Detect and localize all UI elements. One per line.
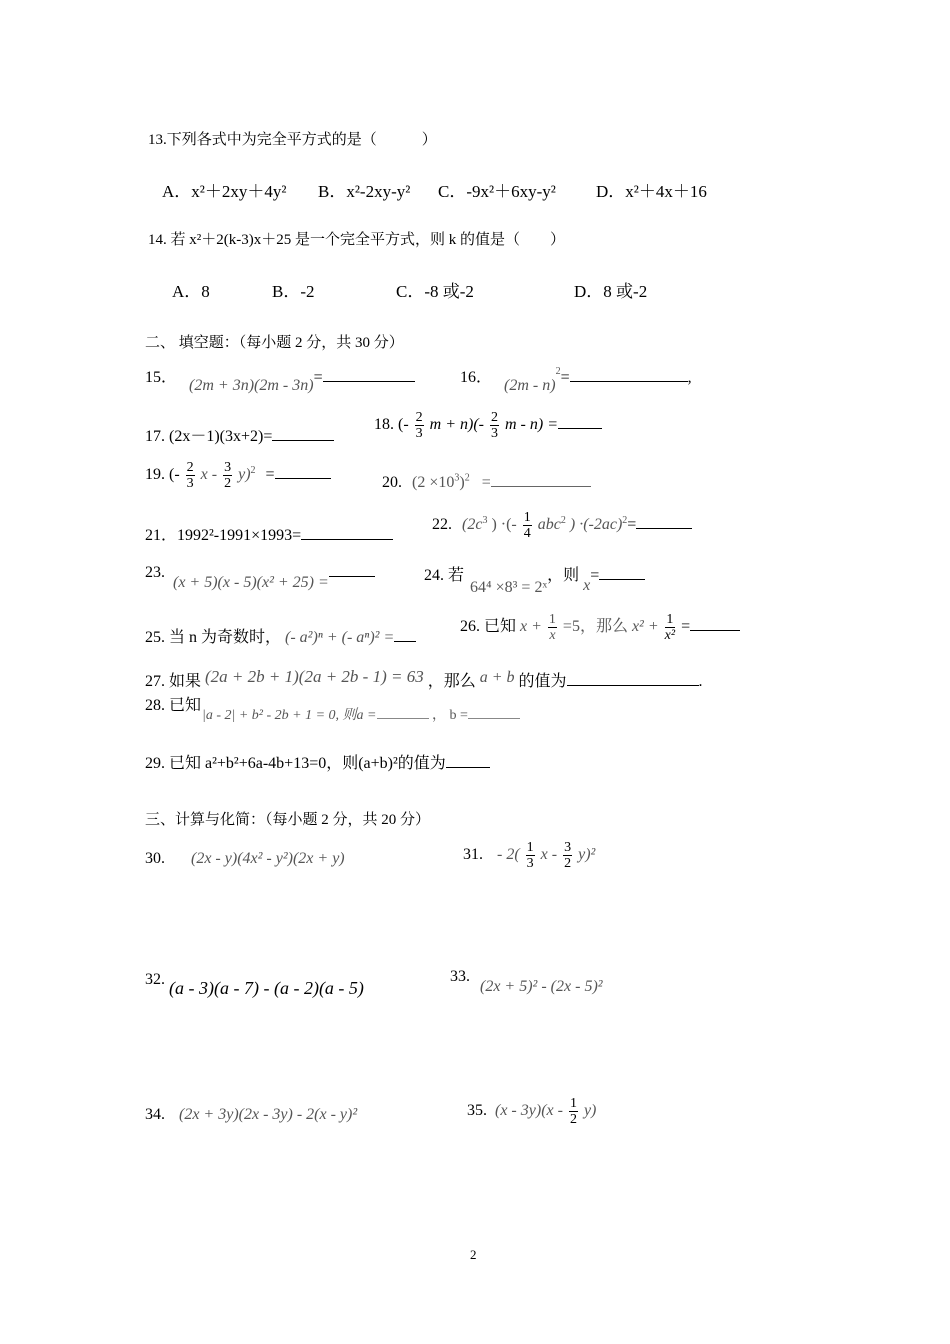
- q14-option-b: B．-2: [272, 282, 315, 301]
- q22-number: 22.: [432, 516, 452, 534]
- q26-fraction-2: $\frac{1}{\text{x²}}$: [664, 612, 676, 643]
- q13-option-a: A．x²＋2xy＋4y²: [162, 182, 287, 201]
- q19-fraction-2: $\frac{3}{2}$: [224, 460, 232, 491]
- q24-expression: 64⁴ ×8³ = 2ˣ: [470, 579, 548, 596]
- q31-end: y)²: [578, 846, 596, 864]
- q13-option-d: D．x²＋4x＋16: [596, 182, 707, 201]
- q23-answer-blank[interactable]: [329, 562, 375, 577]
- q21-text: 21．1992²-1991×1993=: [145, 527, 302, 544]
- q27-text: 27. 如果: [145, 673, 202, 690]
- q19-open: (-: [169, 466, 180, 484]
- q17-text: 17. (2x－1)(3x+2)=: [145, 428, 273, 445]
- q31: [463, 840, 595, 871]
- q15-expression: (2m + 3n)(2m - 3n): [189, 377, 314, 394]
- q17: [145, 423, 334, 446]
- q20-answer-blank[interactable]: [491, 472, 591, 487]
- q28-b-blank[interactable]: [468, 704, 520, 719]
- q15: [145, 364, 415, 394]
- q23: [145, 562, 375, 591]
- q30-number: 30.: [145, 850, 165, 867]
- q23-expression: (x + 5)(x - 5)(x² + 25) =: [173, 574, 329, 591]
- q18-answer-blank[interactable]: [558, 414, 602, 429]
- q33-number: 33.: [450, 968, 470, 985]
- q31-start: - 2(: [497, 846, 520, 864]
- q20: 20. $(2 \times 10^3)^2$ =: [382, 472, 591, 492]
- q18-middle: m + n)(-: [429, 416, 484, 434]
- q24-number: 24. 若: [424, 567, 465, 584]
- q16-answer-blank[interactable]: [570, 367, 688, 382]
- q19-equals: =: [265, 466, 275, 484]
- q29: [145, 750, 490, 773]
- q22-first: (2c: [462, 516, 483, 534]
- q22: 22. ($2c^3$ ) ·(- $\frac{1}{4}$ abc$^2$ ) $\cdot(-2ac)^2=$: [432, 510, 692, 541]
- q34-number: 34.: [145, 1106, 165, 1123]
- q15-number: 15．: [145, 369, 178, 386]
- q27-value-of: 的值为: [518, 673, 567, 690]
- q21: [145, 522, 393, 545]
- q22-abc: abc: [537, 516, 561, 534]
- q19-middle: x -: [200, 466, 218, 484]
- q22-answer-blank[interactable]: [636, 514, 692, 529]
- q28-b-label: ， b =: [432, 708, 468, 723]
- q20-number: 20.: [382, 474, 402, 491]
- q31-fraction-1: $\frac{1}{3}$: [526, 840, 534, 871]
- q18: [374, 410, 602, 441]
- q13-stem: 13.下列各式中为完全平方式的是（ ）: [148, 132, 437, 148]
- q32: [145, 968, 364, 998]
- q24: [424, 562, 645, 596]
- q16-comma: ,: [687, 369, 692, 386]
- q26-text: 26. 已知: [460, 618, 517, 636]
- q26: [460, 612, 740, 643]
- q27: [145, 664, 703, 690]
- q34-expression: (2x + 3y)(2x - 3y) - 2(x - y)²: [179, 1106, 358, 1123]
- q19: 19. (- $\frac{2}{3}$ x - $\frac{3}{2}$ y)$^2$ =: [145, 460, 331, 491]
- q16: 16． (2m - n)$^2$= ,: [460, 365, 692, 394]
- q35-number: 35.: [467, 1102, 487, 1120]
- q16-expression: (2m - n): [504, 377, 556, 394]
- q18-fraction-2: $\frac{2}{3}$: [491, 410, 498, 441]
- q28: [145, 692, 201, 715]
- q24-equals: =: [590, 567, 600, 584]
- q19-fraction-1: $\frac{2}{3}$: [186, 460, 194, 491]
- q24-then: ，则: [547, 567, 580, 584]
- q28-expression: |a - 2| + b² - 2b + 1 = 0, 则a =: [202, 708, 377, 723]
- q18-end: m - n) =: [505, 416, 559, 434]
- q24-answer-blank[interactable]: [599, 565, 645, 580]
- q19-end: y): [238, 466, 251, 484]
- q28-text: 28. 已知: [145, 697, 202, 714]
- q25-text: 25. 当 n 为奇数时，: [145, 629, 282, 646]
- q30-expression: (2x - y)(4x² - y²)(2x + y): [191, 850, 345, 867]
- q19-answer-blank[interactable]: [275, 464, 331, 479]
- q22-equals: =: [627, 516, 637, 534]
- q30: [145, 850, 345, 868]
- q19-number: 19.: [145, 466, 165, 484]
- q35-start: (x - 3y)(x -: [495, 1102, 563, 1120]
- q25: [145, 624, 416, 647]
- q18-open: (-: [398, 416, 409, 434]
- q32-expression: (a - 3)(a - 7) - (a - 2)(a - 5): [169, 978, 364, 998]
- section-3-heading: 三、计算与化简：（每小题 2 分，共 20 分）: [145, 812, 431, 828]
- q31-number: 31.: [463, 846, 483, 864]
- q27-period: .: [698, 673, 703, 690]
- q26-equals: =: [681, 618, 691, 636]
- q32-number: 32.: [145, 971, 165, 988]
- q27-answer-blank[interactable]: [567, 671, 699, 686]
- q26-answer-blank[interactable]: [690, 616, 740, 631]
- q14-option-c: C．-8 或-2: [396, 282, 474, 301]
- q33: [450, 968, 603, 995]
- q23-number: 23.: [145, 564, 165, 581]
- q25-expression: (- a²)ⁿ + (- aⁿ)² =: [285, 629, 395, 646]
- q18-number: 18.: [374, 416, 394, 434]
- q27-expression: (2a + 2b + 1)(2a + 2b - 1) = 63: [205, 667, 424, 686]
- q13-option-b: B．x²-2xy-y²: [318, 182, 411, 201]
- q16-number: 16．: [460, 369, 493, 386]
- q17-answer-blank[interactable]: [272, 426, 334, 441]
- q26-x2-plus: x² +: [631, 618, 659, 636]
- q26-equals-5: =5，那么: [562, 618, 628, 636]
- q14-option-d: D．8 或-2: [574, 282, 648, 301]
- q33-expression: (2x + 5)² - (2x - 5)²: [480, 978, 603, 995]
- q28-a-blank[interactable]: [377, 704, 429, 719]
- q35: [467, 1096, 596, 1127]
- q27-a-plus-b: a + b: [479, 669, 515, 686]
- q22-fraction: $\frac{1}{4}$: [523, 510, 531, 541]
- q31-middle: x -: [540, 846, 558, 864]
- q31-fraction-2: $\frac{3}{2}$: [564, 840, 572, 871]
- q20-equals: =: [481, 474, 491, 491]
- q29-answer-blank[interactable]: [446, 753, 490, 768]
- q29-text: 29. 已知 a²+b²+6a-4b+13=0，则(a+b)²的值为: [145, 755, 446, 772]
- q15-equals: =: [313, 369, 323, 386]
- q34: [145, 1106, 357, 1124]
- section-2-heading: 二、 填空题：（每小题 2 分，共 30 分）: [145, 335, 404, 351]
- q25-answer-blank[interactable]: [394, 627, 416, 642]
- q18-fraction-1: $\frac{2}{3}$: [415, 410, 423, 441]
- q14-stem: 14. 若 x²＋2(k-3)x＋25 是一个完全平方式，则 k 的值是（ ）: [148, 232, 565, 248]
- q27-then: ，那么: [427, 673, 476, 690]
- q35-end: y): [583, 1102, 597, 1120]
- q22-mid: ) ·(-: [491, 516, 517, 534]
- q35-fraction: $\frac{1}{2}$: [569, 1096, 577, 1127]
- q15-answer-blank[interactable]: [323, 367, 415, 382]
- q20-expression: (2 ×10: [412, 474, 455, 491]
- q28-formula: [202, 704, 520, 724]
- q13-option-c: C．-9x²＋6xy-y²: [438, 182, 556, 201]
- page-number: 2: [470, 1247, 477, 1262]
- q22-last: ) ·(-2ac): [569, 516, 623, 534]
- q21-answer-blank[interactable]: [301, 525, 393, 540]
- q24-x: x: [583, 577, 591, 594]
- q26-x-plus: x +: [520, 618, 542, 636]
- q26-fraction-1: $\frac{1}{x}$: [548, 612, 556, 643]
- q14-option-a: A．8: [172, 282, 210, 301]
- q16-equals: =: [560, 369, 570, 386]
